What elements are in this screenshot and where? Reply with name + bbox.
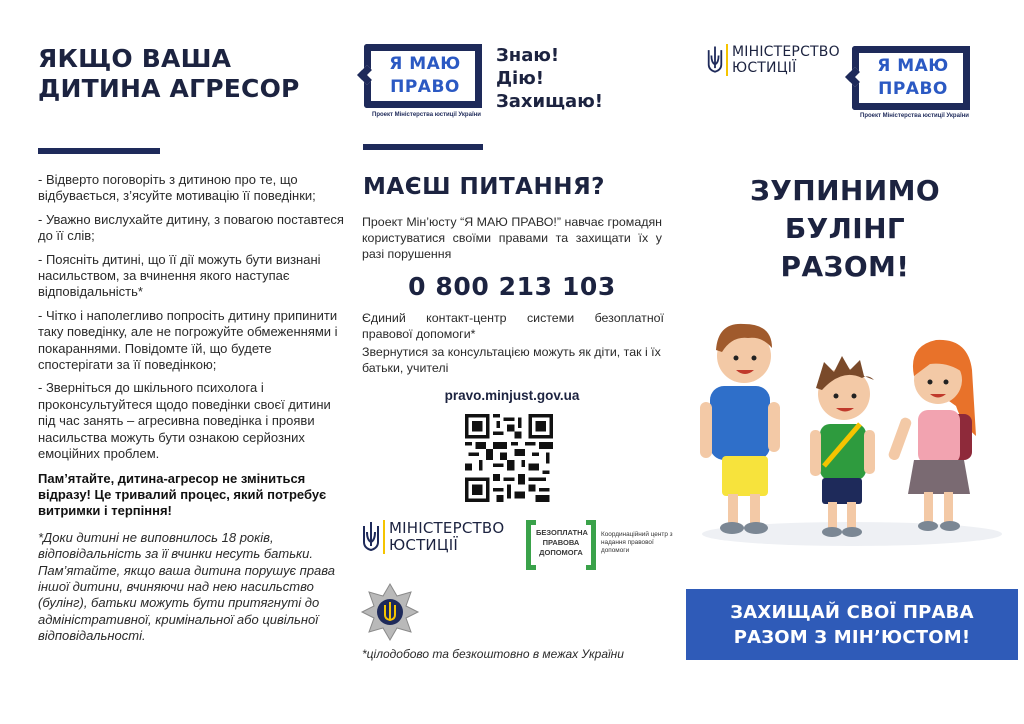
- ministry-logo: МІНІСТЕРСТВО ЮСТИЦІЇ: [361, 520, 504, 554]
- logo-subtitle: Проект Міністерства юстиції України: [372, 112, 481, 118]
- contact-center-text: Єдиний контакт-центр системи безоплатної правової допомоги*: [362, 311, 664, 341]
- trident-icon: [361, 520, 381, 554]
- qr-code[interactable]: [465, 414, 553, 502]
- bold-note: Пам’ятайте, дитина-агресор не зміниться відразу! Це тривалий процес, який потребує витримки і терпіння!: [38, 470, 327, 519]
- ministry-logo-top: МІНІСТЕРСТВО ЮСТИЦІЇ: [706, 44, 840, 76]
- hotline-footnote: *цілодобово та безкоштовно в межах України: [362, 647, 624, 661]
- ya-mayu-pravo-logo: Я МАЮ ПРАВО: [364, 44, 482, 108]
- boy-middle-figure: [810, 356, 875, 537]
- left-divider: [38, 148, 160, 154]
- consultation-text: Звернутися за консультацією можуть як діти, так і їх батьки, учителі: [362, 345, 661, 375]
- trident-icon: [706, 44, 724, 76]
- italic-note: *Доки дитині не виповнилось 18 років, відповідальність за її вчинки несуть батьки. Пам’ятайте, якщо ваша дитина порушує права іншої дитини, вчиняючи над нею насильство (булінг), батьки можуть бути притягнуті до адміністративної, кримінальної або цивільної відповідальності.: [38, 529, 336, 644]
- bullet-item: - Уважно вислухайте дитину, з повагою поставтеся до її слів;: [38, 211, 344, 244]
- left-body: [38, 172, 346, 652]
- legal-aid-logo: БЕЗОПЛАТНА ПРАВОВА ДОПОМОГА: [526, 520, 596, 570]
- questions-heading: МАЄШ ПИТАННЯ?: [363, 174, 606, 200]
- hotline-phone[interactable]: 0 800 213 103: [408, 272, 616, 301]
- ya-mayu-pravo-logo-right: Я МАЮ ПРАВО: [852, 46, 970, 110]
- police-badge-icon: [360, 582, 420, 642]
- slogan: Знаю! Дію! Захищаю!: [496, 45, 603, 112]
- left-title: ЯКЩО ВАША ДИТИНА АГРЕСОР: [38, 44, 300, 103]
- project-intro: Проект Мін’юсту “Я МАЮ ПРАВО!” навчає громадян користуватися своїми правами та захищати їх у разі порушення: [362, 215, 662, 261]
- left-column: [38, 44, 348, 104]
- girl-right-figure: [887, 340, 976, 531]
- bullet-item: - Відверто поговоріть з дитиною про те, що відбувається, з’ясуйте мотивацію її поведінки;: [38, 172, 316, 204]
- children-illustration: [692, 306, 1010, 554]
- logo-subtitle-right: Проект Міністерства юстиції України: [860, 113, 969, 119]
- bullet-item: - Поясніть дитині, що її дії можуть бути визнані насильством, за вчинення якого наступає відповідальність*: [38, 251, 321, 300]
- bullet-item: - Чітко і наполегливо попросіть дитину припинити таку поведінку, але не погрожуйте обмеженнями і покараннями. Повідомте їй, що будете спостерігати за її поведінкою;: [38, 307, 338, 373]
- rights-banner: ЗАХИЩАЙ СВОЇ ПРАВА РАЗОМ З МІН’ЮСТОМ!: [686, 589, 1018, 660]
- middle-divider: [363, 144, 483, 150]
- boy-left-figure: [700, 324, 780, 534]
- bullet-item: - Зверніться до шкільного психолога і проконсультуйтеся щодо поведінки своєї дитини під час занять – агресивна поведінка і прояви насильства можуть бути ознакою серйозних емоційних проблем.: [38, 380, 331, 462]
- legal-aid-caption: Координаційний центр з надання правової допомоги: [601, 531, 673, 554]
- stop-bullying-title: ЗУПИНИМО БУЛІНГ РАЗОМ!: [749, 174, 941, 283]
- website-link[interactable]: pravo.minjust.gov.ua: [444, 388, 580, 403]
